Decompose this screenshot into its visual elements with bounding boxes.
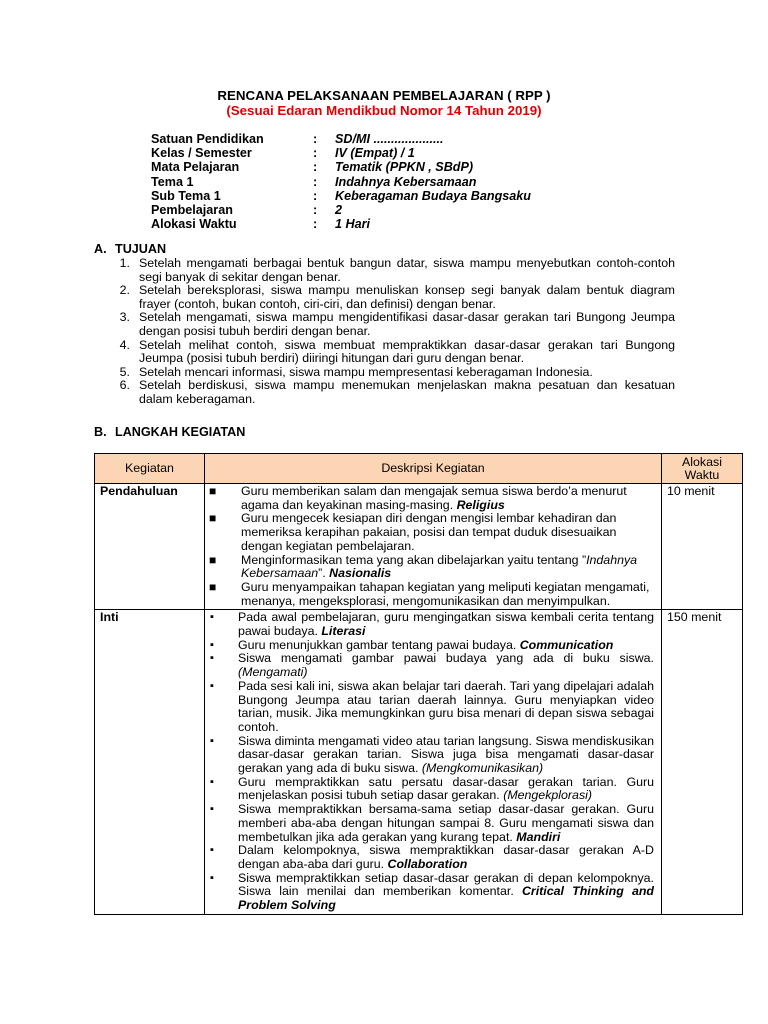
activity-table: [94, 453, 743, 915]
activity-item: [205, 803, 656, 844]
activity-item: [205, 611, 656, 638]
identity-colon: :: [313, 132, 318, 146]
identity-row: [151, 160, 531, 174]
identity-value: IV (Empat) / 1: [335, 146, 415, 161]
objective-number: 6.: [119, 378, 130, 393]
objective-number: 4.: [119, 337, 130, 352]
objectives-list: [94, 257, 675, 407]
activity-description: [205, 610, 662, 914]
activity-item: [205, 872, 656, 913]
objective-item: [94, 339, 675, 366]
table-header-row: [95, 454, 743, 484]
identity-key: Pembelajaran: [151, 203, 233, 218]
activity-text: Siswa mengamati gambar pawai budaya yang ada di buku siswa. (Mengamati): [238, 651, 654, 680]
identity-value: 1 Hari: [335, 217, 371, 232]
bullet-icon: ■: [209, 579, 217, 594]
table-row-inti: [95, 610, 743, 914]
character-value: Critical Thinking and Problem Solving: [238, 884, 654, 913]
activity-text: Pada sesi kali ini, siswa akan belajar tari daerah. Tari yang dipelajari adalah Bungong Jeumpa atau tarian daerah lainnya. Guru menyiapkan video tarian, musik. Jika memungkinkan guru bisa menari di depan siswa sebagai contoh.: [238, 678, 654, 734]
identity-colon: :: [313, 203, 318, 218]
identity-key: Tema 1: [151, 174, 194, 189]
activity-item: [205, 776, 656, 803]
activity-note: (Mengamati): [238, 665, 308, 680]
section-a-heading: [94, 242, 166, 256]
identity-row: [151, 217, 531, 231]
character-value: Mandiri: [516, 829, 561, 844]
identity-key: Mata Pelajaran: [151, 160, 240, 175]
identity-key: Kelas / Semester: [151, 146, 252, 161]
activity-text: Siswa mempraktikkan setiap dasar-dasar gerakan di depan kelompoknya. Siswa lain menilai dan memberikan komentar. Critical Thinking and Problem Solving: [238, 870, 654, 913]
header-kegiatan: Kegiatan: [95, 454, 205, 484]
activity-note: (Mengkomunikasikan): [421, 761, 544, 776]
document-title: RENCANA PELAKSANAAN PEMBELAJARAN ( RPP ): [217, 88, 551, 103]
identity-value: Indahnya Kebersamaan: [335, 174, 477, 189]
objective-item: [94, 284, 675, 311]
activity-item: [205, 735, 656, 776]
activity-item: [205, 652, 656, 679]
identity-block: [151, 132, 531, 231]
bullet-icon: ▪: [210, 638, 214, 651]
identity-key: Satuan Pendidikan: [151, 132, 264, 146]
activity-text: Guru memberikan salam dan mengajak semua siswa berdo’a menurut agama dan keyakinan masing-masing. Religius: [241, 484, 627, 512]
identity-row: [151, 189, 531, 203]
activity-item: [205, 485, 656, 512]
document-subtitle: (Sesuai Edaran Mendikbud Nomor 14 Tahun 2019): [226, 103, 542, 118]
bullet-icon: ■: [209, 484, 217, 498]
objective-text: Setelah mencari informasi, siswa mampu mempresentasi keberagaman Indonesia.: [139, 364, 593, 379]
activity-text: Pada awal pembelajaran, guru mengingatkan siswa kembali cerita tentang pawai budaya. Literasi: [238, 610, 654, 639]
character-value: Communication: [519, 637, 614, 652]
identity-row: [151, 175, 531, 189]
objective-item: [94, 379, 675, 406]
identity-row: [151, 146, 531, 160]
activity-text: Siswa diminta mengamati video atau tarian langsung. Siswa mendiskusikan dasar-dasar gerakan tarian. Siswa juga bisa mengamati dasar-dasar gerakan yang ada di buku siswa. (Mengkomunikasikan): [238, 733, 654, 776]
bullet-icon: ▪: [210, 652, 214, 665]
document-title-block: [0, 88, 768, 118]
identity-value: Tematik (PPKN , SBdP): [335, 160, 474, 175]
character-value: Collaboration: [387, 856, 468, 871]
identity-value: Keberagaman Budaya Bangsaku: [335, 188, 531, 203]
activity-text: Guru menyampaikan tahapan kegiatan yang meliputi kegiatan mengamati, menanya, mengeksplorasi, mengomunikasikan dan menyimpulkan.: [241, 579, 650, 608]
section-title: LANGKAH KEGIATAN: [115, 425, 246, 439]
objective-text: Setelah mengamati berbagai bentuk bangun datar, siswa mampu menyebutkan contoh-contoh segi banyak di sekitar dengan benar.: [139, 256, 675, 284]
identity-colon: :: [313, 188, 318, 203]
activity-note: (Mengekplorasi): [503, 788, 593, 803]
activity-item: [205, 512, 656, 553]
activity-text: Guru mengecek kesiapan diri dengan mengisi lembar kehadiran dan memeriksa kerapihan pakaian, posisi dan tempat duduk disesuaikan dengan kegiatan pembelajaran.: [241, 511, 617, 553]
objective-number: 1.: [119, 256, 130, 270]
identity-row: [151, 203, 531, 217]
bullet-icon: ▪: [210, 803, 214, 816]
identity-row: [151, 132, 531, 146]
character-value: Nasionalis: [329, 566, 392, 581]
objective-text: Setelah berdiskusi, siswa mampu menemukan menjelaskan makna pesatuan dan kesatuan dalam keberagaman.: [139, 378, 675, 406]
activity-label: Inti: [95, 610, 205, 914]
bullet-icon: ▪: [210, 734, 214, 747]
activity-text: Siswa mempraktikkan bersama-sama setiap dasar-dasar gerakan. Guru memberi aba-aba dengan hitungan sampai 8. Guru mengamati siswa dan membetulkan jika ada gerakan yang kurang tepat. Mandiri: [238, 802, 654, 844]
objective-text: Setelah mengamati, siswa mampu mengidentifikasi dasar-dasar gerakan tari Bungong Jeumpa dengan posisi tubuh berdiri dengan benar.: [139, 310, 675, 338]
objective-number: 5.: [119, 364, 130, 379]
section-b-heading: [94, 425, 245, 439]
objective-item: [94, 257, 675, 284]
activity-note: Indahnya Kebersamaan: [241, 552, 638, 581]
bullet-icon: ▪: [210, 871, 214, 884]
section-title: TUJUAN: [115, 242, 167, 256]
activity-text: Dalam kelompoknya, siswa mempraktikkan dasar-dasar gerakan A-D dengan aba-aba dari guru. Collaboration: [238, 843, 654, 871]
activity-item: [205, 680, 656, 735]
activity-text: Menginformasikan tema yang akan dibelajarkan yaitu tentang ”Indahnya Kebersamaan”. Nasionalis: [241, 552, 638, 581]
character-value: Literasi: [321, 624, 366, 639]
objective-number: 2.: [119, 283, 130, 298]
activity-time: 150 menit: [662, 610, 743, 914]
section-number: A.: [94, 242, 107, 256]
activity-label: Pendahuluan: [95, 484, 205, 610]
identity-value: SD/MI ....................: [335, 132, 444, 146]
identity-key: Alokasi Waktu: [151, 217, 237, 232]
objective-text: Setelah melihat contoh, siswa membuat mempraktikkan dasar-dasar gerakan tari Bungong Jeumpa (posisi tubuh berdiri) diiringi hitungan dari guru dengan benar.: [139, 337, 675, 366]
identity-value: 2: [335, 203, 343, 218]
objective-text: Setelah bereksplorasi, siswa mampu menuliskan konsep segi banyak dalam bentuk diagram frayer (contoh, bukan contoh, ciri-ciri, dan definisi) dengan benar.: [139, 283, 675, 311]
activity-item: [205, 844, 656, 871]
activity-description: [205, 484, 662, 610]
activity-time: 10 menit: [662, 484, 743, 610]
activity-item: [205, 639, 656, 653]
bullet-icon: ■: [209, 552, 217, 567]
activity-text: Guru mempraktikkan satu persatu dasar-dasar gerakan tarian. Guru menjelaskan posisi tubuh setiap dasar gerakan. (Mengekplorasi): [238, 774, 654, 803]
bullet-icon: ■: [209, 511, 217, 526]
bullet-icon: ▪: [210, 679, 214, 692]
character-value: Religius: [456, 497, 505, 512]
identity-key: Sub Tema 1: [151, 188, 221, 203]
objective-item: [94, 366, 675, 380]
section-number: B.: [94, 425, 107, 439]
bullet-icon: ▪: [210, 775, 214, 788]
activity-text: Guru menunjukkan gambar tentang pawai budaya. Communication: [238, 637, 614, 652]
objective-item: [94, 311, 675, 338]
activity-item: [205, 554, 656, 581]
header-deskripsi: Deskripsi Kegiatan: [205, 454, 662, 484]
bullet-icon: ▪: [210, 611, 214, 624]
identity-colon: :: [313, 146, 318, 161]
identity-colon: :: [313, 217, 318, 232]
table-row-pendahuluan: [95, 484, 743, 610]
bullet-icon: ▪: [210, 844, 214, 857]
objective-number: 3.: [119, 310, 130, 325]
activity-item: [205, 581, 656, 608]
identity-colon: :: [313, 174, 318, 189]
identity-colon: :: [313, 160, 318, 175]
header-alokasi: Alokasi Waktu: [662, 454, 743, 484]
